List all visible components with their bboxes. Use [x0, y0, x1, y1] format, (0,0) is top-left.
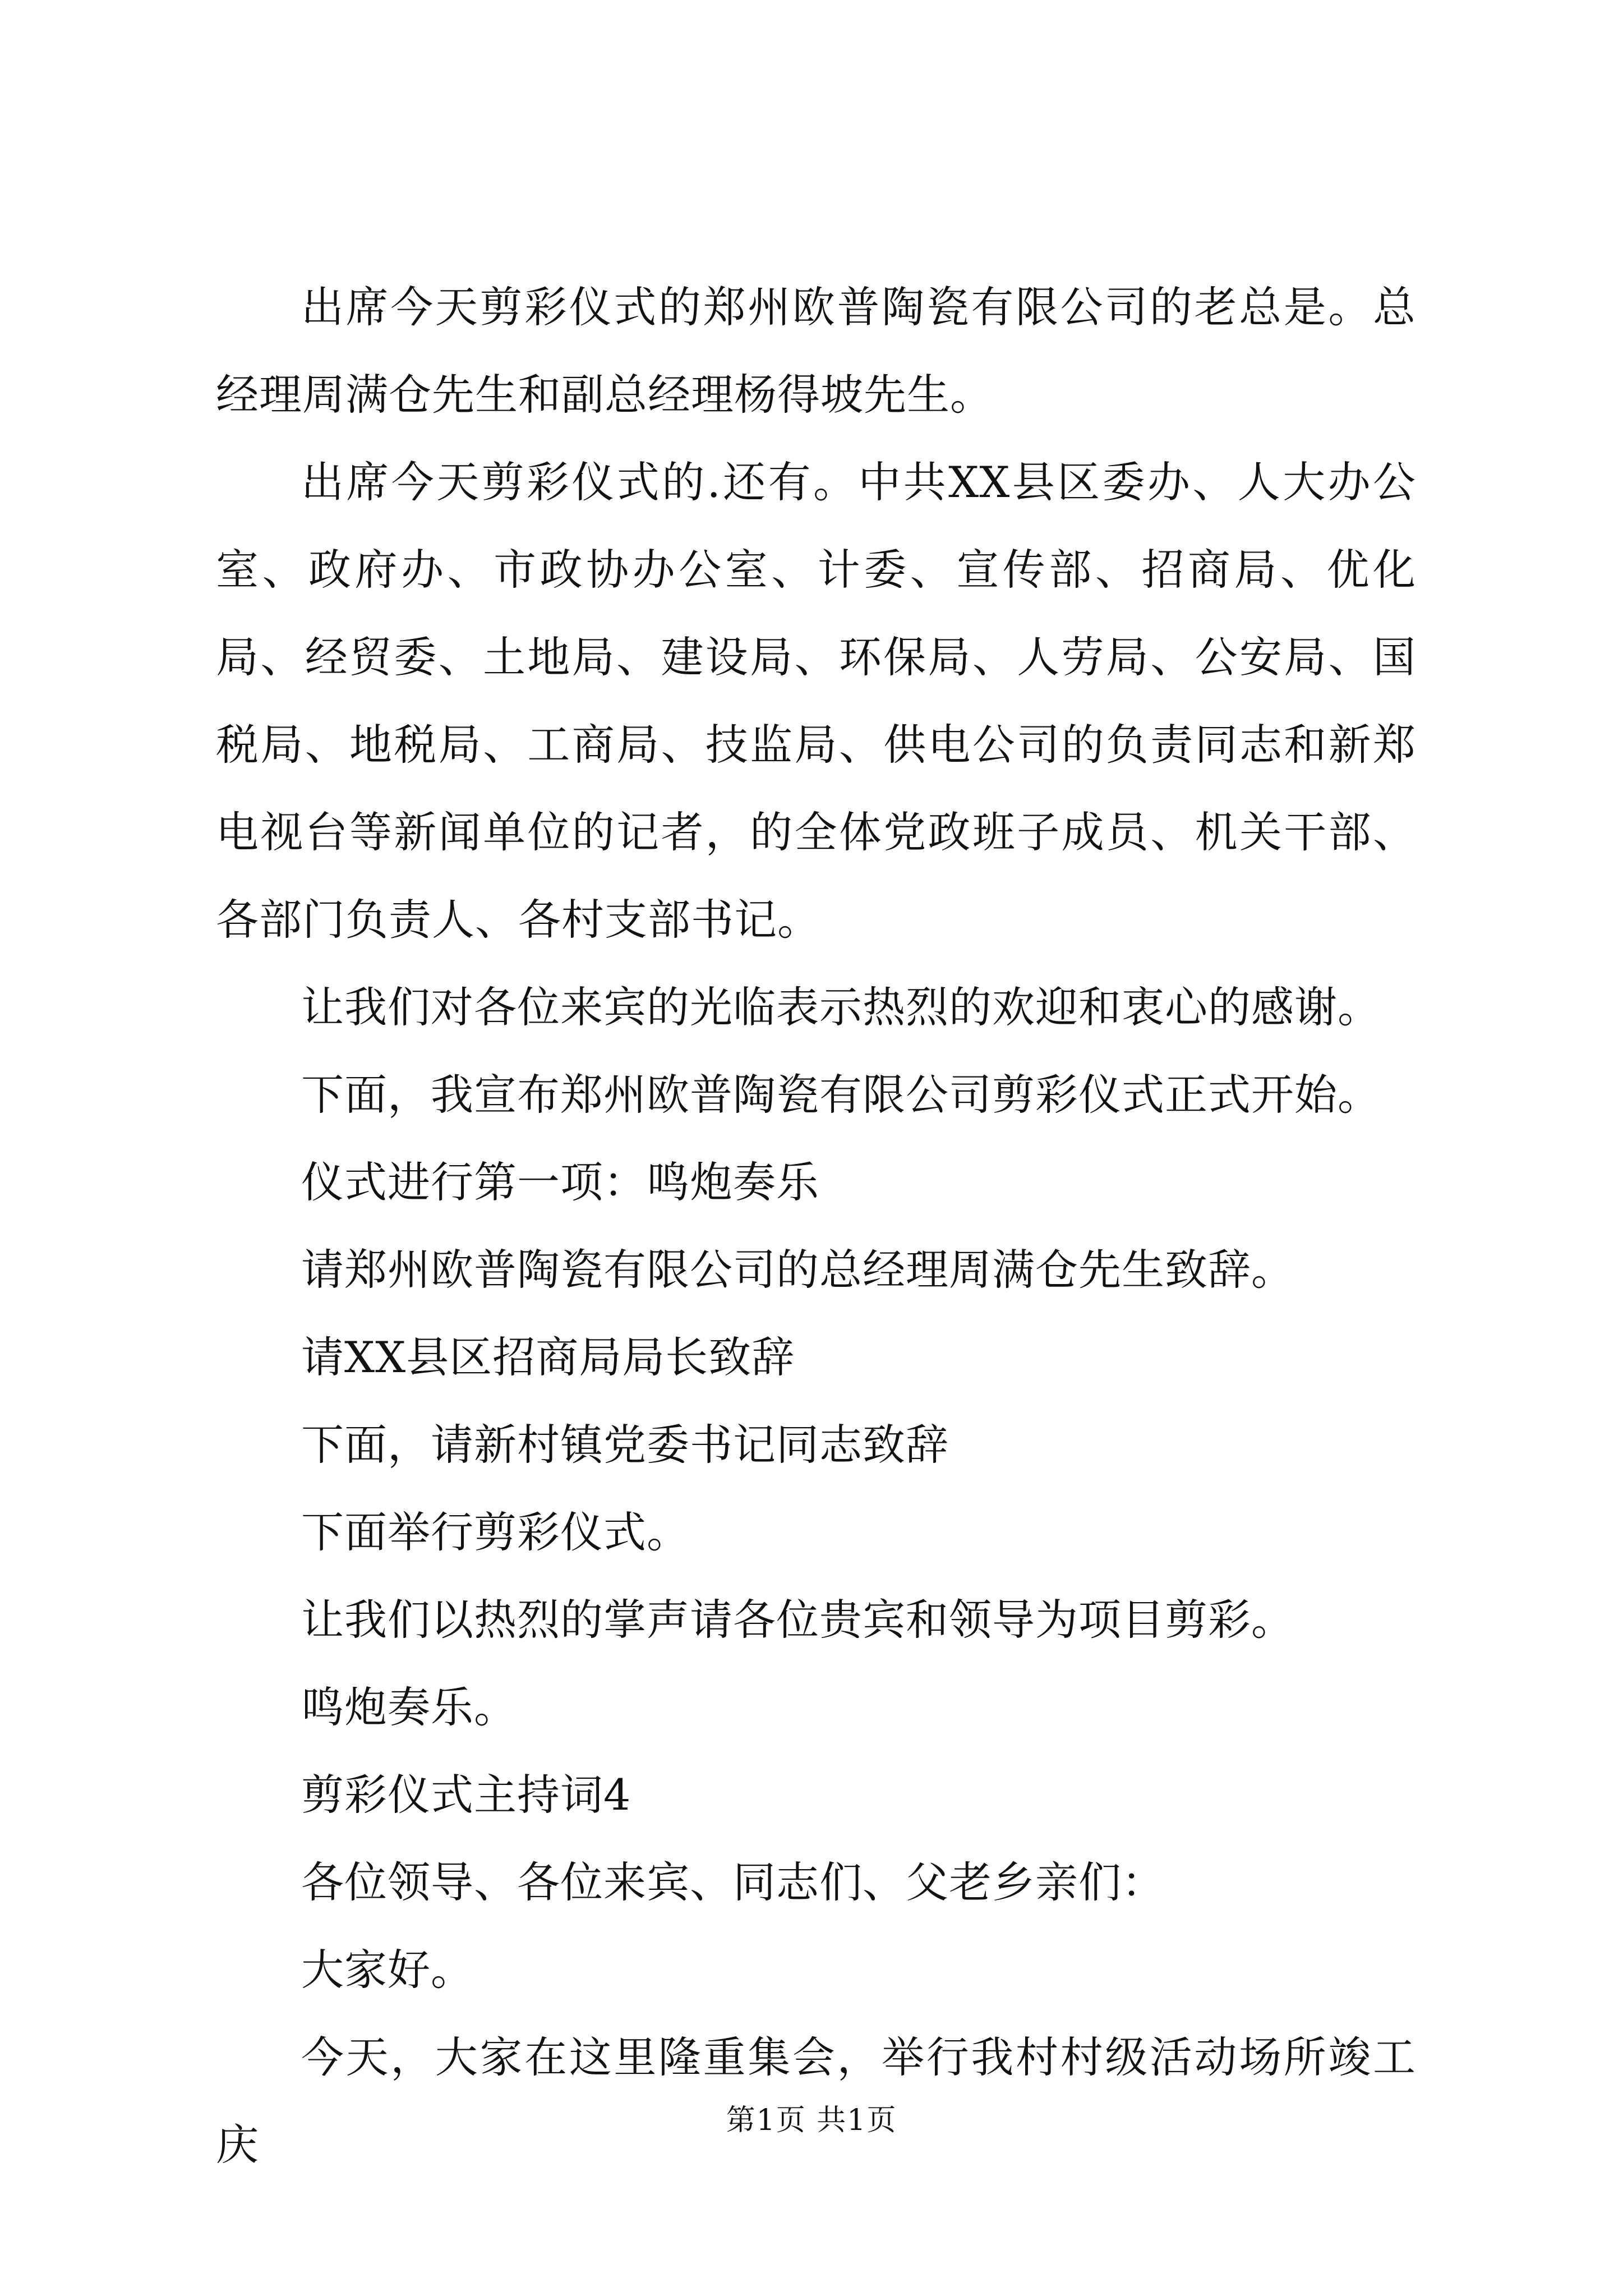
paragraph: 今天，大家在这里隆重集会，举行我村村级活动场所竣工庆 — [216, 2032, 1416, 2170]
paragraph: 仪式进行第一项：鸣炮奏乐 — [301, 1157, 819, 1207]
paragraph: 出席今天剪彩仪式的郑州欧普陶瓷有限公司的老总是。总经理周满仓先生和副总经理杨得坡先生。 — [216, 282, 1416, 420]
paragraph: 让我们以热烈的掌声请各位贵宾和领导为项目剪彩。 — [301, 1595, 1294, 1645]
paragraph: 大家好。 — [301, 1945, 474, 1995]
page-footer: 第1页 共1页 — [726, 2104, 897, 2137]
paragraph: 请XX县区招商局局长致辞 — [301, 1332, 795, 1382]
section-heading: 剪彩仪式主持词4 — [301, 1770, 631, 1820]
paragraph: 下面，请新村镇党委书记同志致辞 — [301, 1420, 949, 1470]
paragraph: 各位领导、各位来宾、同志们、父老乡亲们： — [301, 1857, 1165, 1907]
paragraph: 出席今天剪彩仪式的.还有。中共XX县区委办、人大办公室、政府办、市政协办公室、计委、宣传部、招商局、优化局、经贸委、土地局、建设局、环保局、人劳局、公安局、国税局、地税局、工商局、技监局、供电公司的负责同志和新郑电视台等新闻单位的记者，的全体党政班子成员、机关干部、各部门负责人、各村支部书记。 — [216, 457, 1416, 945]
paragraph: 鸣炮奏乐。 — [301, 1682, 517, 1732]
document-body — [216, 264, 1416, 2189]
paragraph: 下面，我宣布郑州欧普陶瓷有限公司剪彩仪式正式开始。 — [301, 1070, 1381, 1120]
paragraph: 请郑州欧普陶瓷有限公司的总经理周满仓先生致辞。 — [301, 1245, 1294, 1295]
paragraph: 让我们对各位来宾的光临表示热烈的欢迎和衷心的感谢。 — [301, 982, 1381, 1032]
paragraph: 下面举行剪彩仪式。 — [301, 1507, 690, 1557]
